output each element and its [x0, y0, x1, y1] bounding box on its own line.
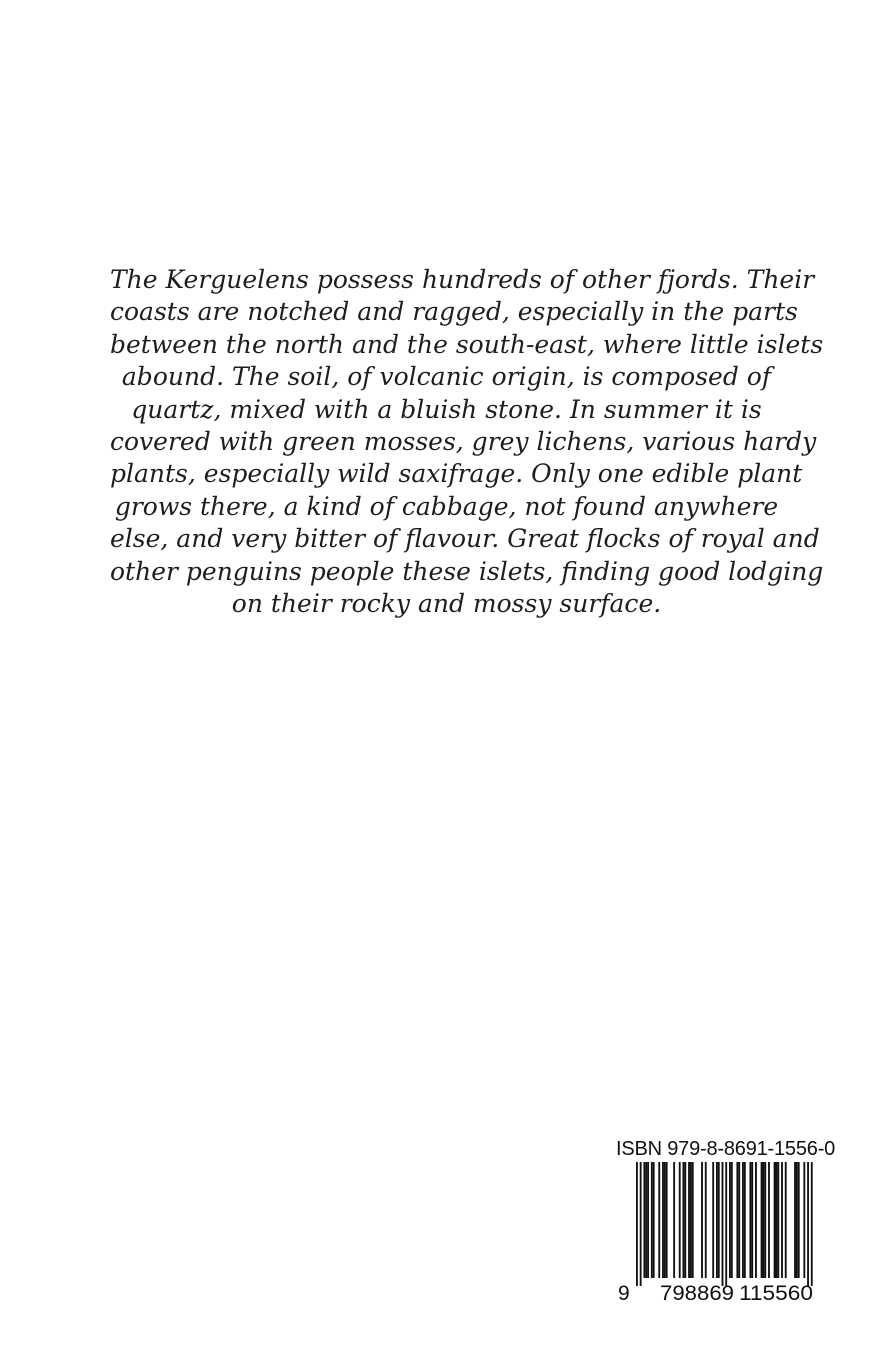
barcode-bar	[729, 1162, 731, 1278]
barcode-guard-bar	[811, 1162, 813, 1286]
barcode-digit-group: 115560	[739, 1282, 813, 1302]
barcode-bar	[653, 1162, 655, 1278]
barcode-bar	[762, 1162, 764, 1278]
barcode-icon	[616, 1162, 816, 1302]
blurb-line: between the north and the south-east, where little islets	[110, 329, 824, 359]
barcode-bar	[755, 1162, 757, 1278]
barcode-bar	[744, 1162, 746, 1278]
barcode-bar	[688, 1162, 690, 1278]
blurb-line: on their rocky and mossy surface.	[231, 589, 662, 619]
blurb-line: The Kerguelens possess hundreds of other fjords. Their	[110, 265, 815, 294]
blurb-line: other penguins people these islets, finding good lodging	[110, 556, 824, 586]
barcode-bar	[645, 1162, 647, 1278]
barcode-guard-bar	[722, 1162, 724, 1286]
barcode-bar	[749, 1162, 751, 1278]
barcode-bar	[768, 1162, 770, 1278]
barcode-bar	[796, 1162, 798, 1278]
barcode-bar	[781, 1162, 783, 1278]
isbn-barcode-block	[616, 1138, 836, 1302]
barcode-bar	[684, 1162, 686, 1278]
barcode-digit-group: 9	[618, 1282, 630, 1302]
barcode-bar	[658, 1162, 660, 1278]
barcode-bar	[673, 1162, 675, 1278]
barcode-bar	[777, 1162, 779, 1278]
barcode-bar	[742, 1162, 744, 1278]
barcode-bar	[683, 1162, 685, 1278]
barcode-bar	[662, 1162, 664, 1278]
barcode-bar	[666, 1162, 668, 1278]
blurb-line: grows there, a kind of cabbage, not found anywhere	[114, 491, 779, 521]
blurb-line: covered with green mosses, grey lichens, various hardy	[110, 427, 817, 457]
barcode-bar	[651, 1162, 653, 1278]
barcode-bar	[664, 1162, 666, 1278]
barcode-bar	[692, 1162, 694, 1278]
barcode-bar	[647, 1162, 649, 1278]
blurb-line: else, and very bitter of flavour. Great flocks of royal and	[110, 524, 820, 554]
blurb-line: abound. The soil, of volcanic origin, is composed of	[121, 362, 772, 392]
barcode-guard-bar	[807, 1162, 809, 1286]
blurb-line: coasts are notched and ragged, especially in the parts	[110, 297, 798, 327]
barcode-bar	[701, 1162, 703, 1278]
barcode-bar	[643, 1162, 645, 1278]
barcode-bar	[761, 1162, 763, 1278]
barcode-digit-group: 798869	[660, 1282, 734, 1302]
barcode-guard-bar	[640, 1162, 642, 1286]
barcode-bar	[716, 1162, 718, 1278]
barcode-bar	[751, 1162, 753, 1278]
blurb-line: quartz, mixed with a bluish stone. In summer it is	[131, 394, 762, 424]
barcode-bar	[794, 1162, 796, 1278]
barcode-bar	[764, 1162, 766, 1278]
barcode-bar	[690, 1162, 692, 1278]
barcode-bar	[785, 1162, 787, 1278]
barcode-bar	[738, 1162, 740, 1278]
barcode-guard-bar	[725, 1162, 727, 1286]
barcode-bar	[803, 1162, 805, 1278]
barcode-bar	[731, 1162, 733, 1278]
barcode-bar	[679, 1162, 681, 1278]
back-cover-blurb	[110, 264, 824, 620]
barcode-bar	[776, 1162, 778, 1278]
barcode-guard-bar	[636, 1162, 638, 1286]
barcode-bar	[718, 1162, 720, 1278]
barcode-bar	[736, 1162, 738, 1278]
blurb-line: plants, especially wild saxifrage. Only one edible plant	[110, 459, 803, 489]
barcode-bar	[705, 1162, 707, 1278]
barcode-bar	[712, 1162, 714, 1278]
isbn-label: ISBN 979-8-8691-1556-0	[616, 1138, 836, 1160]
barcode-bar	[774, 1162, 776, 1278]
barcode-bar	[798, 1162, 800, 1278]
